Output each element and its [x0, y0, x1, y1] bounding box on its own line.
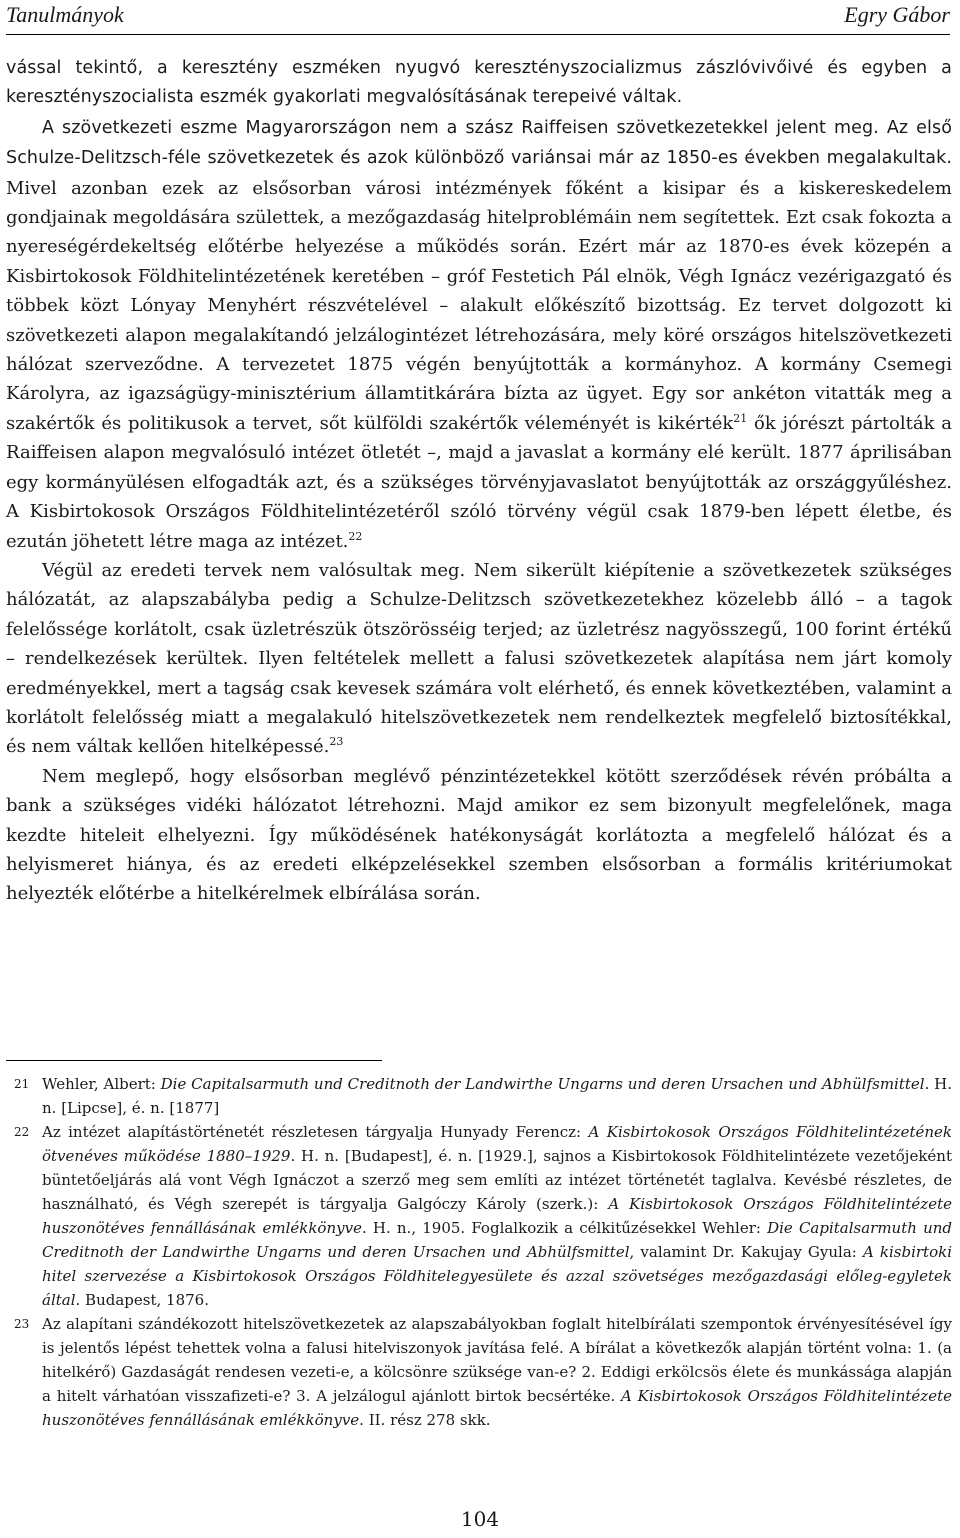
footnote-ref-23[interactable]: 23 [329, 735, 344, 749]
footnote-title: A Kisbirtokosok Országos Földhitelintézetének ötvenéves működése 1880–1929 [42, 1123, 952, 1165]
footnote-text: . H. n. [Budapest], é. n. [1929.], sajnos a Kisbirtokosok Földhitelintézete vezetőjeként büntetőeljárás alá vont Végh Ignáczot a szerző meg sem említi az intézet történetét taglalva. Kevésbé részletes, de használható, és Végh szerepét is tárgyalja Galgóczy Károly (szerk.): [42, 1147, 952, 1213]
paragraph-4 [6, 762, 952, 909]
paragraph-3 [6, 556, 952, 762]
header-divider [6, 34, 950, 35]
footnote-title: Die Capitalsarmuth und Creditnoth der Landwirthe Ungarns und deren Ursachen und Abhülfsmittel [160, 1075, 925, 1093]
footnote-21 [6, 1072, 952, 1120]
footnote-text: . H. n. [Lipcse], é. n. [1877] [42, 1075, 952, 1117]
paragraph-3-text: Végül az eredeti tervek nem valósultak meg. Nem sikerült kiépítenie a szövetkezetek szükséges hálózatát, az alapszabályba pedig a Schulze-Delitzsch szövetkezetekhez közelebb álló – a tagok felelőssége korlátolt, csak üzletrészük ötszörösséig terjed; az üzletrész nagyösszegű, 100 forint értékű – rendelkezések kerültek. Ilyen feltételek mellett a falusi szövetkezetek alapítása nem járt komoly eredményekkel, mert a tagság csak kevesek számára volt elérhető, és ennek következtében, valamint a korlátolt felelősség miatt a megalakuló hitelszövetkezetek nem rendelkeztek megfelelő biztosítékkal, és nem váltak kellően hitelképessé. [6, 559, 952, 758]
footnote-divider [6, 1060, 382, 1061]
paragraph-2 [6, 113, 952, 556]
header-author: Egry Gábor [844, 2, 950, 27]
paragraph-2-text: Mivel azonban ezek az elsősorban városi intézmények főként a kisipar és a kiskereskedelem gondjainak megoldására születtek, a mezőgazdaság hitelproblémáin nem segítettek. Ezt csak fokozta a nyereségérdekeltség előtérbe helyezése a működés során. Ezért már az 1870-es évek közepén a Kisbirtokosok Földhitelintézetének keretében – gróf Festetich Pál elnök, Végh Ignácz vezérigazgató és többek közt Lónyay Menyhért részvételével – alakult előkészítő bizottság. Ez tervet dolgozott ki szövetkezeti alapon megalakítandó jelzálogintézet létrehozására, mely köré országos hitelszövetkezeti hálózat szerveződne. A tervezetet 1875 végén benyújtották a kormányhoz. A kormány Csemegi Károlyra, az igazságügy-minisztérium államtitkárára bízta az ügyet. Egy sor ankéton vitatták meg a szakértők és politikusok a tervet, sőt külföldi szakértők véleményét is kikérték [6, 177, 952, 434]
footnote-number: 23 [14, 1317, 30, 1331]
footnote-22 [6, 1120, 952, 1312]
footnote-title: A Kisbirtokosok Országos Földhitelintézete huszonötéves fennállásának emlékkönyve [42, 1387, 952, 1429]
footnote-number: 21 [14, 1077, 30, 1091]
running-header [6, 0, 950, 34]
paragraph-2-lead: A szövetkezeti eszme Magyarországon nem a szász Raiffeisen szövetkezetekkel jelent meg. Az első Schulze-Delitzsch-féle szövetkezetek és azok különböző variánsai már az 1850-es években megalakultak. [6, 117, 952, 169]
footnote-text: Az intézet alapítástörténetét részletesen tárgyalja Hunyady Ferencz: [42, 1123, 589, 1141]
footnote-ref-22[interactable]: 22 [348, 529, 363, 543]
paragraph-1-text: vással tekintő, a keresztény eszméken nyugvó keresztényszocializmus zászlóvivőivé és egyben a keresztényszocialista eszmék gyakorlati megvalósításának terepeivé váltak. [6, 58, 952, 108]
footnote-ref-21[interactable]: 21 [733, 411, 748, 425]
paragraph-4-text: Nem meglepő, hogy elsősorban meglévő pénzintézetekkel kötött szerződések révén próbálta a bank a szükséges vidéki hálózatot létrehozni. Majd amikor ez sem bizonyult megfelelőnek, maga kezdte hiteleit elhelyezni. Így működésének hatékonyságát korlátozta a megfelelő hálózat és a helyismeret hiánya, és az eredeti elképzelésekkel szemben elsősorban a formális kritériumokat helyezték előtérbe a hitelkérelmek elbírálása során. [6, 765, 952, 905]
footnote-title: A Kisbirtokosok Országos Földhitelintézete huszonötéves fennállásának emlékkönyve [42, 1195, 952, 1237]
paragraph-2-text-cont: ők jórészt pártolták a Raiffeisen alapon megvalósuló intézet ötletét –, majd a javaslat a kormány elé került. 1877 áprilisában egy kormányülésen elfogadták azt, és a szükséges törvényjavaslatot benyújtották az országgyűléshez. A Kisbirtokosok Országos Földhitelintézetéről szóló törvény végül csak 1879-ben lépett életbe, és ezután jöhetett létre maga az intézet. [6, 412, 952, 552]
footnote-text: . Budapest, 1876. [75, 1291, 209, 1309]
footnote-title: A kisbirtoki hitel szervezése a Kisbirtokosok Országos Földhitelegyesülete és azzal szövetséges mezőgazdasági előleg-egyletek által [42, 1243, 953, 1309]
footnote-text: , valamint Dr. Kakujay Gyula: [629, 1243, 863, 1261]
main-text [6, 54, 952, 909]
header-section-title: Tanulmányok [6, 2, 124, 27]
footnotes [6, 1072, 952, 1432]
footnote-text: . H. n., 1905. Foglalkozik a célkitűzésekkel Wehler: [361, 1219, 768, 1237]
footnote-text: Az alapítani szándékozott hitelszövetkezetek az alapszabályokban foglalt hitelbírálati szempontok érvényesítésével így is jelentős lépést tehettek volna a falusi hitelviszonyok javítása felé. A bírálat a következők alapján történt volna: 1. (a hitelkérő) Gazdaságát rendesen vezeti-e, a kölcsönre szüksége van-e? 2. Eddigi erkölcsös élete és munkássága alapján a hitelt várhatóan visszafizeti-e? 3. A jelzálogul ajánlott birtok becsértéke. [42, 1315, 952, 1405]
footnote-title: Die Capitalsarmuth und Creditnoth der Landwirthe Ungarns und deren Ursachen und Abhülfsmittel [42, 1219, 952, 1261]
footnote-text: Wehler, Albert: [42, 1075, 161, 1093]
page-number: 104 [460, 1507, 500, 1531]
footnote-number: 22 [14, 1125, 30, 1139]
footnote-text: . II. rész 278 skk. [359, 1411, 491, 1429]
footnote-23 [6, 1312, 952, 1432]
paragraph-1 [6, 54, 952, 113]
